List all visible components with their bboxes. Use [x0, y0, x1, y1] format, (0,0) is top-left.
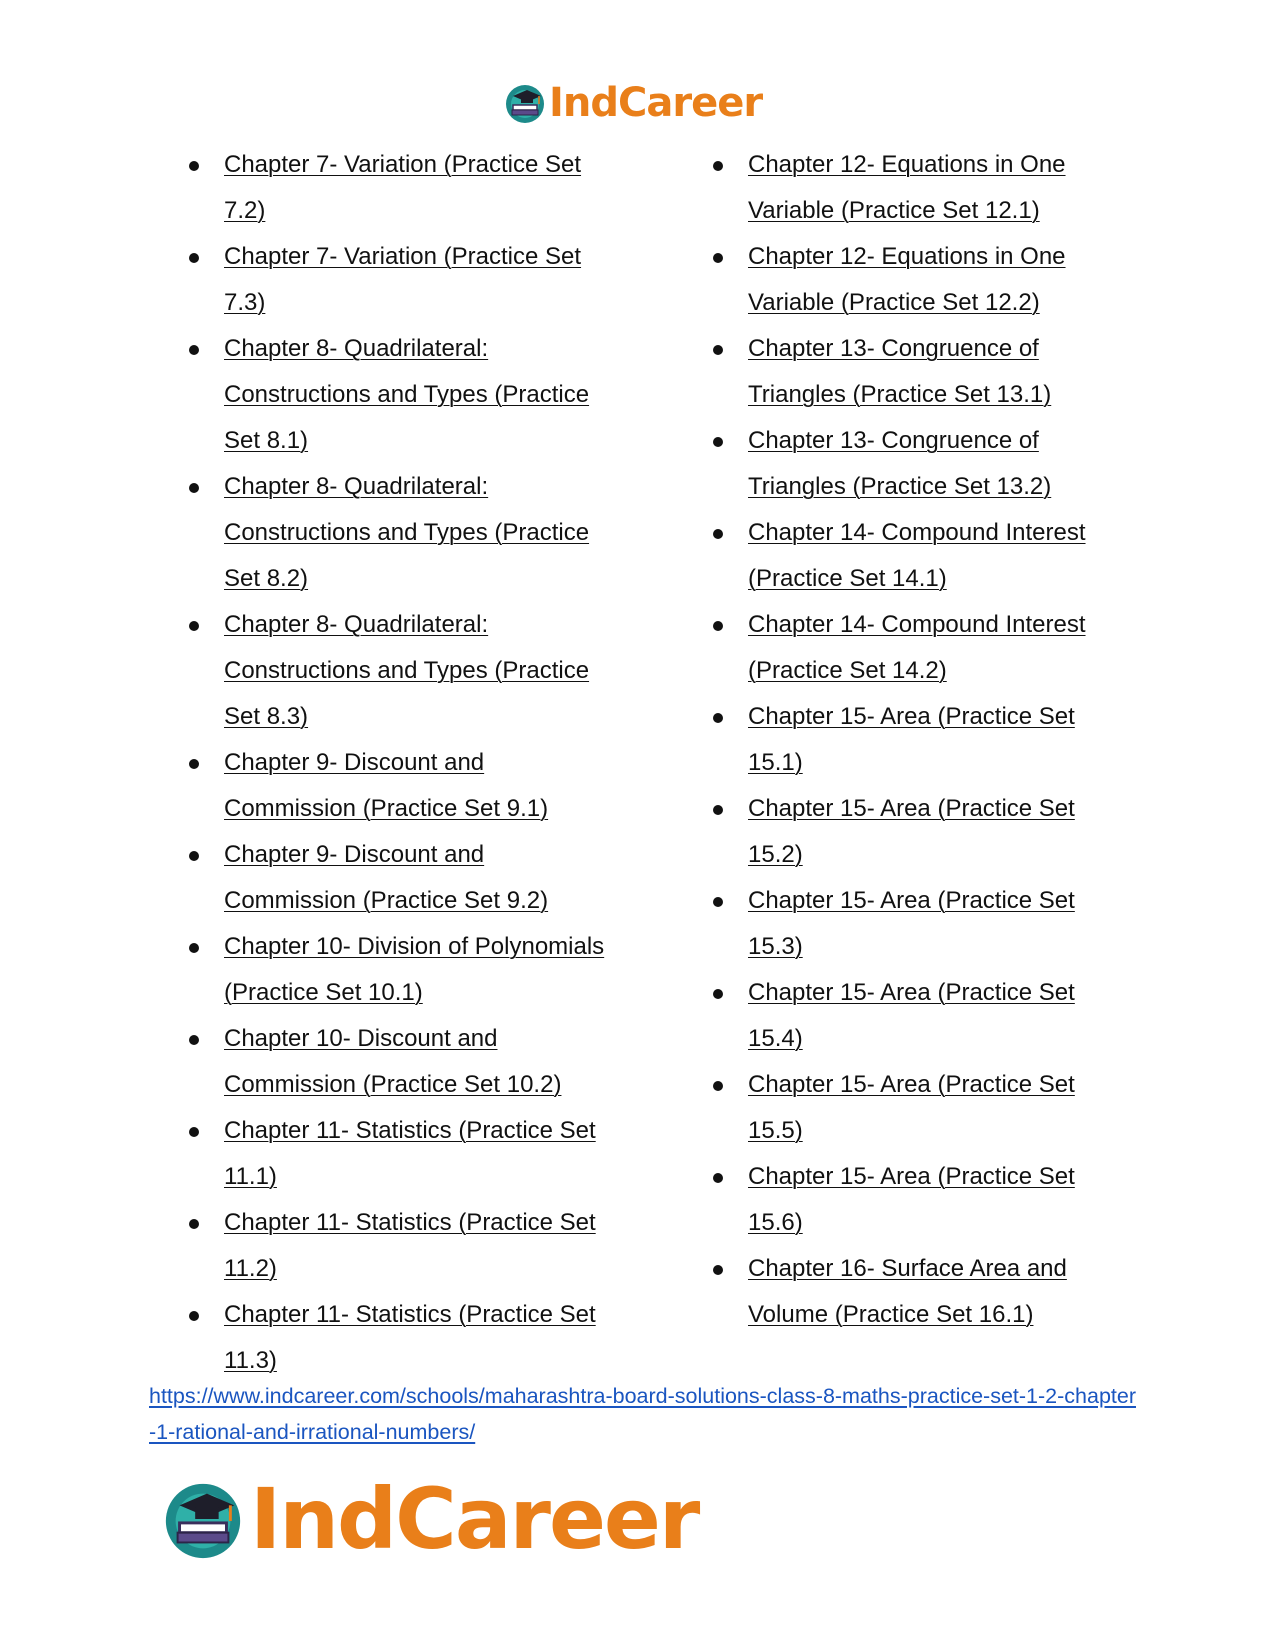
chapter-link[interactable]: Chapter 10- Discount and Commission (Practice Set 10.2): [224, 1025, 562, 1098]
chapter-list-item: [186, 924, 606, 1016]
chapter-link[interactable]: Chapter 15- Area (Practice Set 15.4): [748, 979, 1075, 1052]
chapter-list-right: [710, 142, 1130, 1338]
chapter-list-item: [186, 1200, 606, 1292]
bullet-dot-icon: [713, 345, 723, 355]
chapter-link[interactable]: Chapter 8- Quadrilateral: Constructions and Types (Practice Set 8.3): [224, 611, 590, 730]
chapter-link[interactable]: Chapter 13- Congruence of Triangles (Practice Set 13.2): [748, 427, 1052, 500]
chapter-list-item: [710, 970, 1130, 1062]
header-logo: [503, 78, 762, 128]
bullet-dot-icon: [713, 437, 723, 447]
bullet-dot-icon: [713, 1081, 723, 1091]
chapter-link[interactable]: Chapter 15- Area (Practice Set 15.5): [748, 1071, 1075, 1144]
chapter-link[interactable]: Chapter 7- Variation (Practice Set 7.2): [224, 151, 582, 224]
bullet-dot-icon: [189, 161, 199, 171]
logo-wordmark: IndCareer: [549, 80, 763, 126]
chapter-link[interactable]: Chapter 11- Statistics (Practice Set 11.1): [224, 1117, 596, 1190]
bullet-dot-icon: [189, 1311, 199, 1321]
bullet-dot-icon: [189, 943, 199, 953]
chapter-list-item: [710, 878, 1130, 970]
bullet-dot-icon: [713, 713, 723, 723]
bullet-dot-icon: [713, 529, 723, 539]
bullet-dot-icon: [189, 483, 199, 493]
chapter-list-item: [186, 234, 606, 326]
chapter-list-item: [186, 1016, 606, 1108]
chapter-link[interactable]: Chapter 9- Discount and Commission (Practice Set 9.2): [224, 841, 549, 914]
chapter-list-item: [186, 326, 606, 464]
chapter-list-item: [710, 326, 1130, 418]
chapter-list-item: [710, 1062, 1130, 1154]
chapter-link[interactable]: Chapter 12- Equations in One Variable (Practice Set 12.1): [748, 151, 1066, 224]
chapter-link[interactable]: Chapter 7- Variation (Practice Set 7.3): [224, 243, 582, 316]
bullet-dot-icon: [713, 1173, 723, 1183]
chapter-list-item: [186, 740, 606, 832]
chapter-list-item: [710, 786, 1130, 878]
chapter-link[interactable]: Chapter 11- Statistics (Practice Set 11.3): [224, 1301, 596, 1374]
chapter-list-item: [710, 1246, 1130, 1338]
bullet-dot-icon: [189, 1219, 199, 1229]
book-globe-logo-icon: [503, 81, 547, 125]
chapter-list-item: [186, 832, 606, 924]
chapter-link[interactable]: Chapter 15- Area (Practice Set 15.3): [748, 887, 1075, 960]
chapter-link[interactable]: Chapter 14- Compound Interest (Practice Set 14.1): [748, 519, 1086, 592]
chapter-list-item: [186, 464, 606, 602]
chapter-list-item: [186, 1108, 606, 1200]
bullet-dot-icon: [713, 989, 723, 999]
chapter-list-left: [186, 142, 606, 1384]
bullet-dot-icon: [189, 1127, 199, 1137]
bullet-dot-icon: [189, 851, 199, 861]
chapter-list-item: [710, 1154, 1130, 1246]
chapter-link[interactable]: Chapter 15- Area (Practice Set 15.6): [748, 1163, 1075, 1236]
bullet-dot-icon: [189, 253, 199, 263]
chapter-list-item: [710, 602, 1130, 694]
chapter-link[interactable]: Chapter 8- Quadrilateral: Constructions and Types (Practice Set 8.1): [224, 335, 590, 454]
chapter-link[interactable]: Chapter 9- Discount and Commission (Practice Set 9.1): [224, 749, 549, 822]
bullet-dot-icon: [713, 621, 723, 631]
bullet-dot-icon: [713, 253, 723, 263]
chapter-link[interactable]: Chapter 14- Compound Interest (Practice Set 14.2): [748, 611, 1086, 684]
chapter-list-item: [710, 418, 1130, 510]
bullet-dot-icon: [713, 805, 723, 815]
book-globe-logo-icon: [160, 1476, 246, 1562]
chapter-list-item: [186, 1292, 606, 1384]
chapter-link[interactable]: Chapter 8- Quadrilateral: Constructions and Types (Practice Set 8.2): [224, 473, 590, 592]
chapter-list-item: [710, 694, 1130, 786]
bullet-dot-icon: [713, 897, 723, 907]
logo-wordmark: IndCareer: [250, 1470, 699, 1568]
chapter-list-item: [186, 602, 606, 740]
chapter-link[interactable]: Chapter 11- Statistics (Practice Set 11.2): [224, 1209, 596, 1282]
bullet-dot-icon: [189, 759, 199, 769]
footer-logo: [160, 1472, 698, 1566]
chapter-link[interactable]: Chapter 10- Division of Polynomials (Practice Set 10.1): [224, 933, 605, 1006]
chapter-list-item: [186, 142, 606, 234]
bullet-dot-icon: [189, 621, 199, 631]
chapter-link[interactable]: Chapter 16- Surface Area and Volume (Practice Set 16.1): [748, 1255, 1067, 1328]
chapter-list-item: [710, 142, 1130, 234]
bullet-dot-icon: [189, 345, 199, 355]
bullet-dot-icon: [713, 161, 723, 171]
source-url-link[interactable]: https://www.indcareer.com/schools/maharashtra-board-solutions-class-8-maths-practice-set-1-2-chapter-1-rational-and-irrational-numbers/: [149, 1384, 1136, 1444]
chapter-link[interactable]: Chapter 15- Area (Practice Set 15.1): [748, 703, 1075, 776]
chapter-link[interactable]: Chapter 13- Congruence of Triangles (Practice Set 13.1): [748, 335, 1052, 408]
bullet-dot-icon: [713, 1265, 723, 1275]
chapter-link[interactable]: Chapter 15- Area (Practice Set 15.2): [748, 795, 1075, 868]
chapter-link[interactable]: Chapter 12- Equations in One Variable (Practice Set 12.2): [748, 243, 1066, 316]
chapter-list-item: [710, 510, 1130, 602]
bullet-dot-icon: [189, 1035, 199, 1045]
chapter-list-item: [710, 234, 1130, 326]
